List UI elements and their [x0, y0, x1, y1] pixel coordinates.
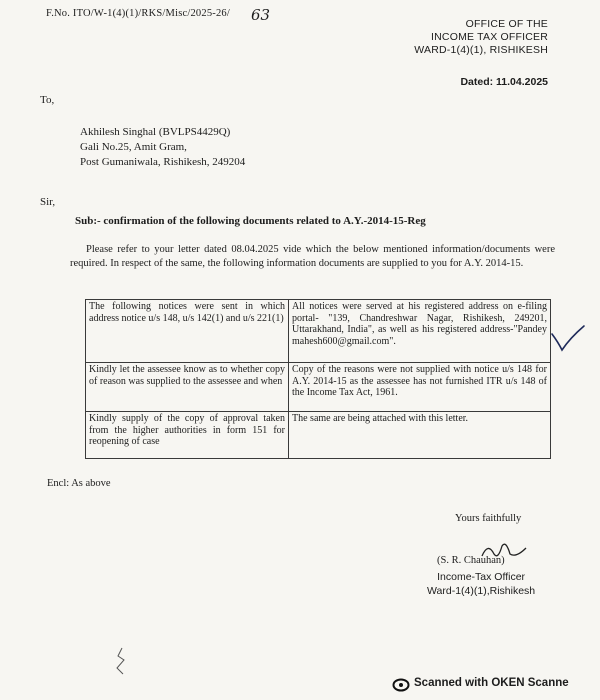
response-cell: Copy of the reasons were not supplied with notice u/s 148 for A.Y. 2014-15 as the assessee has not furnished ITR u/s 148 of the Income Tax Act, 1961. [289, 363, 551, 412]
addressee-line: Gali No.25, Amit Gram, [80, 141, 187, 153]
signatory-name: (S. R. Chauhan) [437, 555, 505, 566]
response-cell: All notices were served at his registered address on e-filing portal- "139, Chandreshwar Nagar, Rishikesh, 249201, Uttarakhand, India", as well as his registered address-"Pandey mahesh600@gmail.com". [289, 300, 551, 363]
table-row [86, 300, 551, 363]
table-row [86, 363, 551, 412]
addressee-line: Akhilesh Singhal (BVLPS4429Q) [80, 126, 231, 138]
request-cell: Kindly let the assessee know as to whether copy of reason was supplied to the assessee and when [86, 363, 289, 412]
subject-line: Sub:- confirmation of the following documents related to A.Y.-2014-15-Reg [75, 215, 426, 227]
office-line: INCOME TAX OFFICER [431, 31, 548, 43]
office-line: WARD-1(4)(1), RISHIKESH [414, 44, 548, 56]
closing-yours-faithfully: Yours faithfully [455, 513, 522, 524]
ward: Ward-1(4)(1),Rishikesh [427, 585, 536, 597]
handwritten-check-mark [548, 320, 588, 360]
addressee-line: Post Gumaniwala, Rishikesh, 249204 [80, 156, 246, 168]
salutation: Sir, [40, 196, 56, 208]
designation: Income-Tax Officer [437, 571, 526, 583]
scan-watermark-text: Scanned with OKEN Scanne [414, 677, 569, 689]
ink-smudge [112, 646, 132, 676]
documents-table [85, 299, 551, 459]
to-label: To, [40, 94, 55, 106]
office-line: OFFICE OF THE [465, 18, 548, 30]
file-number: F.No. ITO/W-1(4)(1)/RKS/Misc/2025-26/ [46, 8, 230, 19]
request-cell: The following notices were sent in which address notice u/s 148, u/s 142(1) and u/s 221(1) [86, 300, 289, 363]
response-cell: The same are being attached with this letter. [289, 412, 551, 459]
request-cell: Kindly supply of the copy of approval taken from the higher authorities in form 151 for reopening of case [86, 412, 289, 459]
enclosure-note: Encl: As above [47, 478, 111, 489]
date-line: Dated: 11.04.2025 [460, 76, 548, 88]
body-paragraph: Please refer to your letter dated 08.04.2025 vide which the below mentioned information/documents were required. In respect of the same, the following information documents are supplied to you for A.Y. 2014-15. [70, 244, 555, 269]
table-row [86, 412, 551, 459]
office-block [382, 18, 548, 57]
file-number-handwritten-suffix: 63 [251, 6, 271, 24]
designation-block [427, 570, 535, 598]
addressee-block [80, 125, 245, 170]
scanner-logo-icon [392, 678, 410, 692]
